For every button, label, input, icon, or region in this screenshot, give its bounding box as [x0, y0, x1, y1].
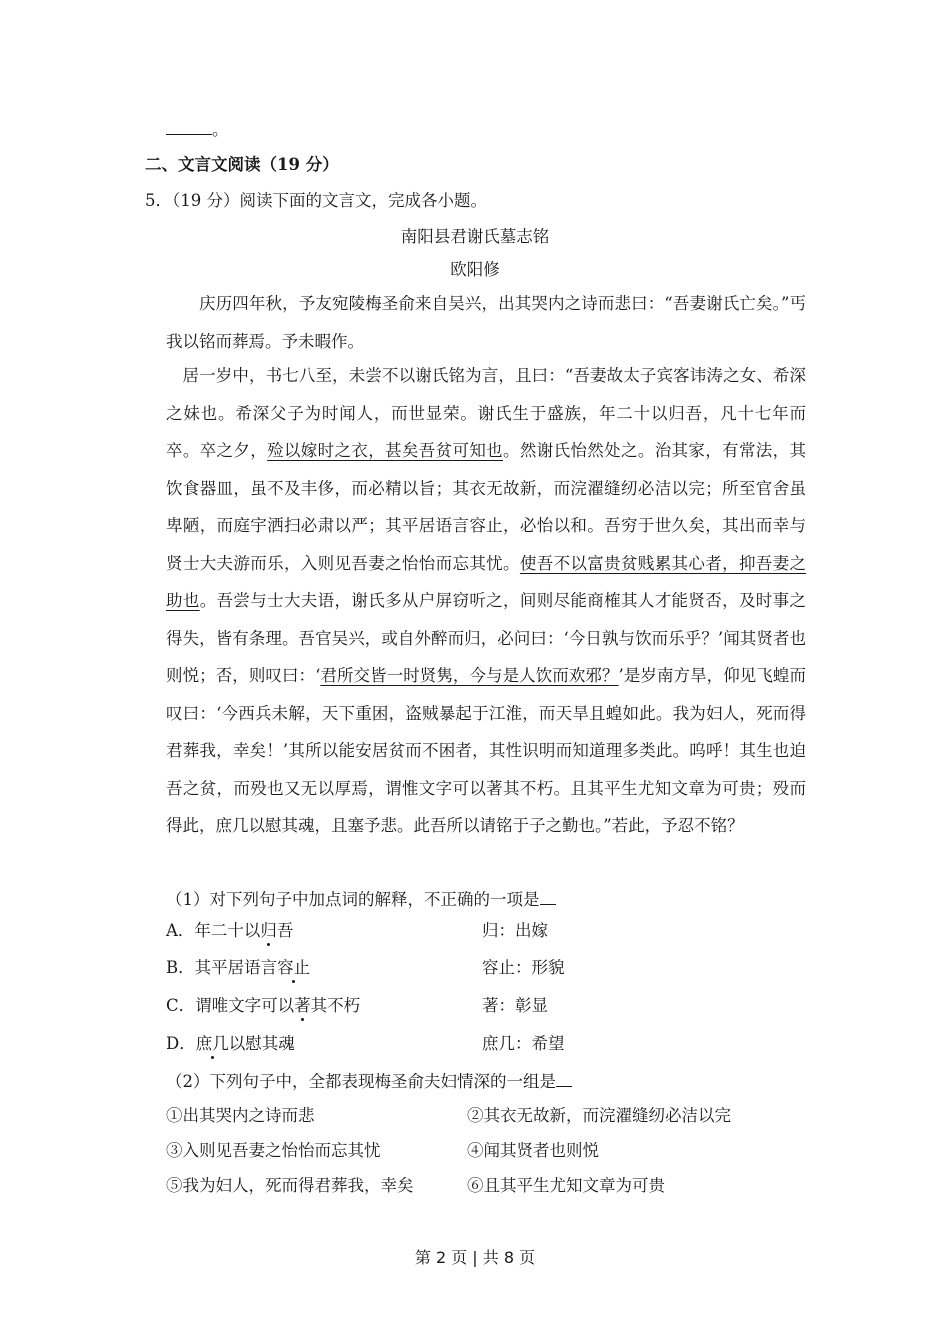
- passage-text: 。吾尝与士大夫语，谢氏多从户屏窃听之，间则尽能商榷其人才能贤否，及时事之得失，皆有条理。吾官吴兴，或自外醉而归，必问曰：‘今日孰与饮而乐乎？’闻其贤者也则悦；否，则叹曰：‘: [166, 591, 807, 685]
- subquestion-2-text: （2）下列句子中，全都表现梅圣俞夫妇情深的一组是: [166, 1072, 556, 1091]
- section-title: 二、文言文阅读（19 分）: [145, 155, 339, 174]
- option-text: 其平居语言: [194, 958, 278, 977]
- answer-blank: [556, 1072, 572, 1087]
- passage-paragraph-1: 庆历四年秋，予友宛陵梅圣俞来自吴兴，出其哭内之诗而悲曰：“吾妻谢氏亡矣。”丐我以铭而葬焉。予未暇作。: [166, 294, 806, 351]
- question-number: 5．: [145, 191, 172, 210]
- choice-item-6: ⑥且其平生尤知文章为可贵: [467, 1176, 665, 1195]
- answer-blank-line: [166, 120, 229, 140]
- dotted-word: 容止: [277, 958, 311, 977]
- option-d[interactable]: [166, 1034, 295, 1054]
- dotted-word: 著: [294, 996, 311, 1015]
- choice-item-1: ①出其哭内之诗而悲: [166, 1106, 315, 1125]
- option-text: 以慰其魂: [228, 1034, 295, 1053]
- option-letter: C．: [166, 996, 196, 1015]
- passage-text: 居一岁中，书七八至，未尝不以谢氏铭为言，且曰：“吾妻故太子宾客讳涛之女、希深之妹也。希深父子为时闻人，而世显荣。谢氏生于盛族，年二十以归吾，凡十七年而卒。卒之夕，: [166, 366, 806, 460]
- choice-item-3: ③入则见吾妻之怡怡而忘其忧: [166, 1141, 381, 1160]
- subquestion-1-stem: [166, 890, 556, 910]
- question-5: [145, 191, 487, 211]
- passage-author: 欧阳修: [450, 260, 500, 279]
- choice-item-5: ⑤我为妇人，死而得君葬我，幸矣: [166, 1176, 414, 1195]
- passage-text: ’是岁南方旱，仰见飞蝗而叹曰：‘今西兵未解，天下重困，盗贼暴起于江淮，而天旱且蝗如此。我为妇人，死而得君葬我，幸矣！’其所以能安居贫而不困者，其性识明而知道理多类此。呜呼！其生也迫吾之贫，而殁也又无以厚焉，谓惟文字可以著其不朽。且其平生尤知文章为可贵；殁而得此，庶几以慰其魂，且塞予悲。此吾所以请铭于子之勤也。”若此，予忍不铭？: [166, 666, 806, 835]
- option-letter: B．: [166, 958, 195, 977]
- choice-item-2: ②其衣无故新，而浣濯缝纫必洁以完: [467, 1106, 731, 1125]
- choice-item-4: ④闻其贤者也则悦: [467, 1141, 599, 1160]
- underlined-sentence-2: 使吾不以富贵贫贱累其心者，抑吾妻之助也: [166, 553, 807, 610]
- option-b-gloss: 容止：形貌: [482, 958, 565, 977]
- page-footer: 第 2 页 | 共 8 页: [414, 1248, 536, 1267]
- subquestion-1-text: （1）对下列句子中加点词的解释，不正确的一项是: [166, 890, 540, 909]
- passage-paragraph-2: [166, 357, 806, 845]
- question-intro: （19 分）阅读下面的文言文，完成各小题。: [172, 191, 487, 210]
- option-a-gloss: 归：出嫁: [482, 921, 548, 940]
- passage-title: 南阳县君谢氏墓志铭: [400, 227, 550, 246]
- option-d-gloss: 庶几：希望: [482, 1034, 565, 1053]
- dotted-word: 庶几: [195, 1034, 229, 1053]
- option-text: 谓唯文字可以: [195, 996, 295, 1015]
- passage-text: 。然谢氏怡然处之。治其家，有常法，其饮食器皿，虽不及丰侈，而必精以旨；其衣无故新，而浣濯缝纫必洁以完；所至官舍虽卑陋，而庭宇洒扫必肃以严；其平居语言容止，必怡以和。吾穷于世久矣，其出而幸与贤士大夫游而乐，入则见吾妻之怡怡而忘其忧。: [166, 441, 807, 573]
- blank-end-punct: 。: [212, 120, 229, 139]
- option-b[interactable]: [166, 958, 310, 978]
- option-text: 年二十以: [194, 921, 261, 940]
- blank-underline: [166, 120, 212, 135]
- underlined-sentence-3: 君所交皆一时贤隽，今与是人饮而欢邪？: [320, 666, 619, 685]
- option-letter: A．: [166, 921, 195, 940]
- option-text: 吾: [276, 921, 294, 940]
- option-a[interactable]: [166, 921, 293, 941]
- dotted-word: 归: [260, 921, 277, 940]
- underlined-sentence-1: 殓以嫁时之衣，甚矣吾贫可知也: [267, 441, 504, 460]
- subquestion-2-stem: [166, 1072, 572, 1092]
- option-c[interactable]: [166, 996, 360, 1016]
- option-text: 其不朽: [310, 996, 361, 1015]
- option-c-gloss: 著：彰显: [482, 996, 548, 1015]
- option-letter: D．: [166, 1034, 196, 1053]
- answer-blank: [540, 890, 556, 905]
